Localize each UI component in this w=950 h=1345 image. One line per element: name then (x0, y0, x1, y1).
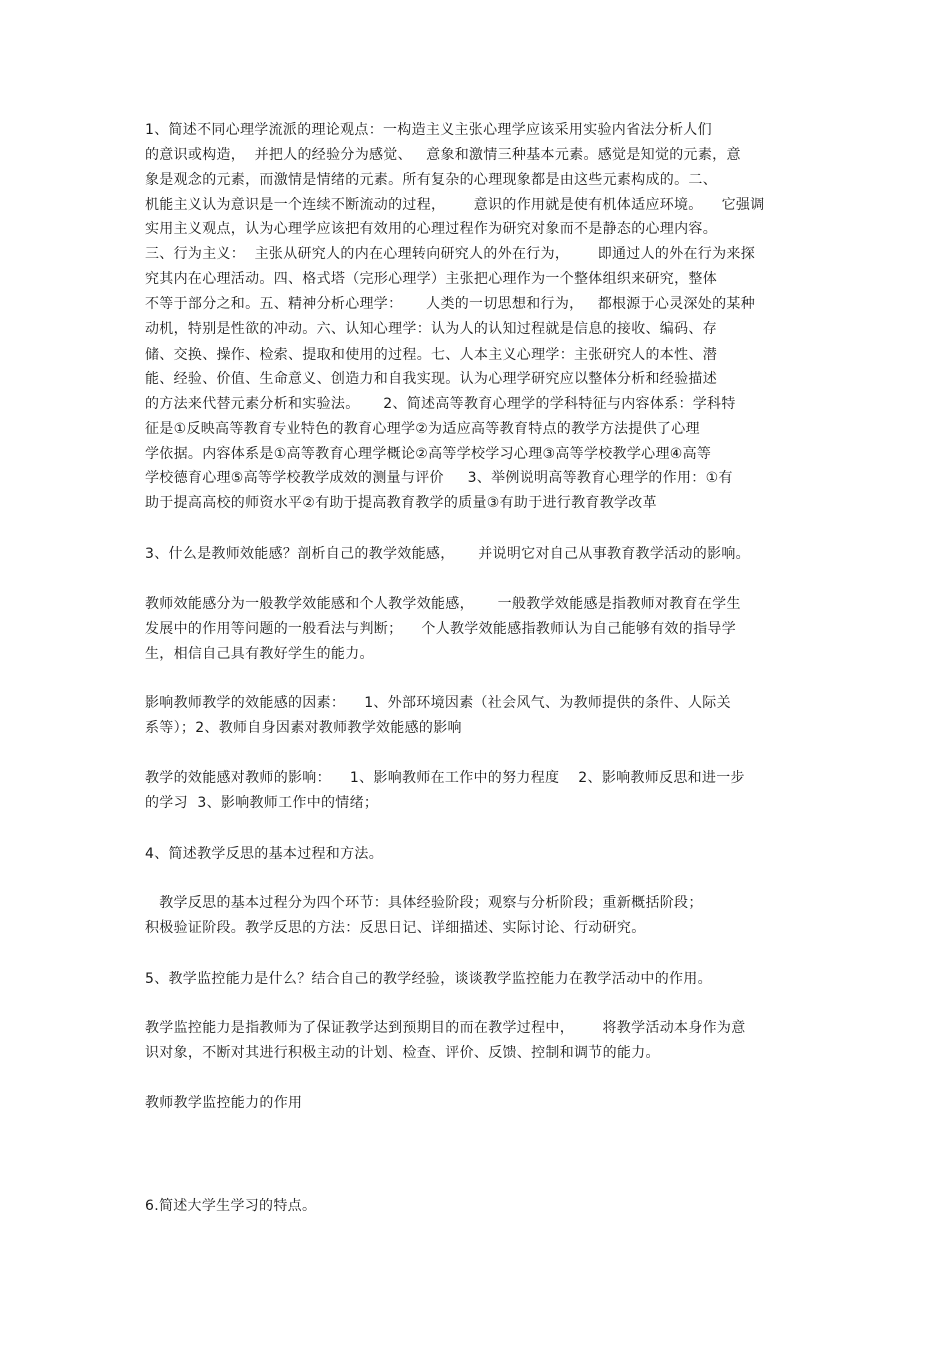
text-line: 1、简述不同心理学流派的理论观点：一构造主义主张心理学应该采用实验内省法分析人们 (145, 122, 712, 138)
text-line: 积极验证阶段。教学反思的方法：反思日记、详细描述、实际讨论、行动研究。 (145, 920, 646, 936)
text-line: 动机，特别是性欲的冲动。六、认知心理学：认为人的认知过程就是信息的接收、编码、存 (145, 321, 717, 337)
text-line: 征是①反映高等教育专业特色的教育心理学②为适应高等教育特点的教学方法提供了心理 (145, 421, 700, 437)
text-line: 学校德育心理⑤高等学校教学成效的测量与评价 3、举例说明高等教育心理学的作用：①有 (145, 470, 733, 486)
question-heading: 3、什么是教师效能感？剖析自己的教学效能感， 并说明它对自己从事教育教学活动的影响。 (145, 546, 750, 562)
text-line: 教学的效能感对教师的影响： 1、影响教师在工作中的努力程度 2、影响教师反思和进一步 (145, 770, 745, 786)
text-line: 系等）；2、教师自身因素对教师教学效能感的影响 (145, 720, 462, 736)
text-line: 储、交换、操作、检索、提取和使用的过程。七、人本主义心理学：主张研究人的本性、潜 (145, 347, 717, 363)
text-line: 教师效能感分为一般教学效能感和个人教学效能感， 一般教学效能感是指教师对教育在学生 (145, 596, 741, 612)
text-line: 能、经验、价值、生命意义、创造力和自我实现。认为心理学研究应以整体分析和经验描述 (145, 371, 717, 387)
text-line: 的方法来代替元素分析和实验法。 2、简述高等教育心理学的学科特征与内容体系：学科特 (145, 396, 736, 412)
text-line: 究其内在心理活动。四、格式塔（完形心理学）主张把心理作为一个整体组织来研究，整体 (145, 271, 717, 287)
question-heading: 5、教学监控能力是什么？结合自己的教学经验，谈谈教学监控能力在教学活动中的作用。 (145, 971, 712, 987)
text-line: 生，相信自己具有教好学生的能力。 (145, 646, 374, 662)
text-line: 不等于部分之和。五、精神分析心理学： 人类的一切思想和行为， 都根源于心灵深处的某种 (145, 296, 755, 312)
text-line: 助于提高高校的师资水平②有助于提高教育教学的质量③有助于进行教育教学改革 (145, 495, 657, 511)
text-line: 机能主义认为意识是一个连续不断流动的过程， 意识的作用就是使有机体适应环境。 它强调 (145, 197, 765, 213)
text-line: 三、行为主义： 主张从研究人的内在心理转向研究人的外在行为， 即通过人的外在行为来探 (145, 246, 755, 262)
text-line: 的意识或构造， 并把人的经验分为感觉、 意象和激情三种基本元素。感觉是知觉的元素，意 (145, 147, 741, 163)
text-line: 教师教学监控能力的作用 (145, 1095, 303, 1111)
question-heading: 6.简述大学生学习的特点。 (145, 1198, 317, 1214)
text-line: 学依据。内容体系是①高等教育心理学概论②高等学校学习心理③高等学校教学心理④高等 (145, 446, 712, 462)
question-heading: 4、简述教学反思的基本过程和方法。 (145, 846, 384, 862)
text-line: 识对象，不断对其进行积极主动的计划、检查、评价、反馈、控制和调节的能力。 (145, 1045, 660, 1061)
text-line: 影响教师教学的效能感的因素： 1、外部环境因素（社会风气、为教师提供的条件、人际关 (145, 695, 731, 711)
text-line: 象是观念的元素，而激情是情绪的元素。所有复杂的心理现象都是由这些元素构成的。二、 (145, 172, 717, 188)
text-line: 实用主义观点，认为心理学应该把有效用的心理过程作为研究对象而不是静态的心理内容。 (145, 221, 717, 237)
text-line: 教学监控能力是指教师为了保证教学达到预期目的而在教学过程中， 将教学活动本身作为意 (145, 1020, 746, 1036)
text-line: 教学反思的基本过程分为四个环节：具体经验阶段；观察与分析阶段；重新概括阶段； (145, 895, 703, 911)
text-line: 发展中的作用等问题的一般看法与判断； 个人教学效能感指教师认为自己能够有效的指导学 (145, 621, 736, 637)
text-line: 的学习 3、影响教师工作中的情绪； (145, 795, 379, 811)
